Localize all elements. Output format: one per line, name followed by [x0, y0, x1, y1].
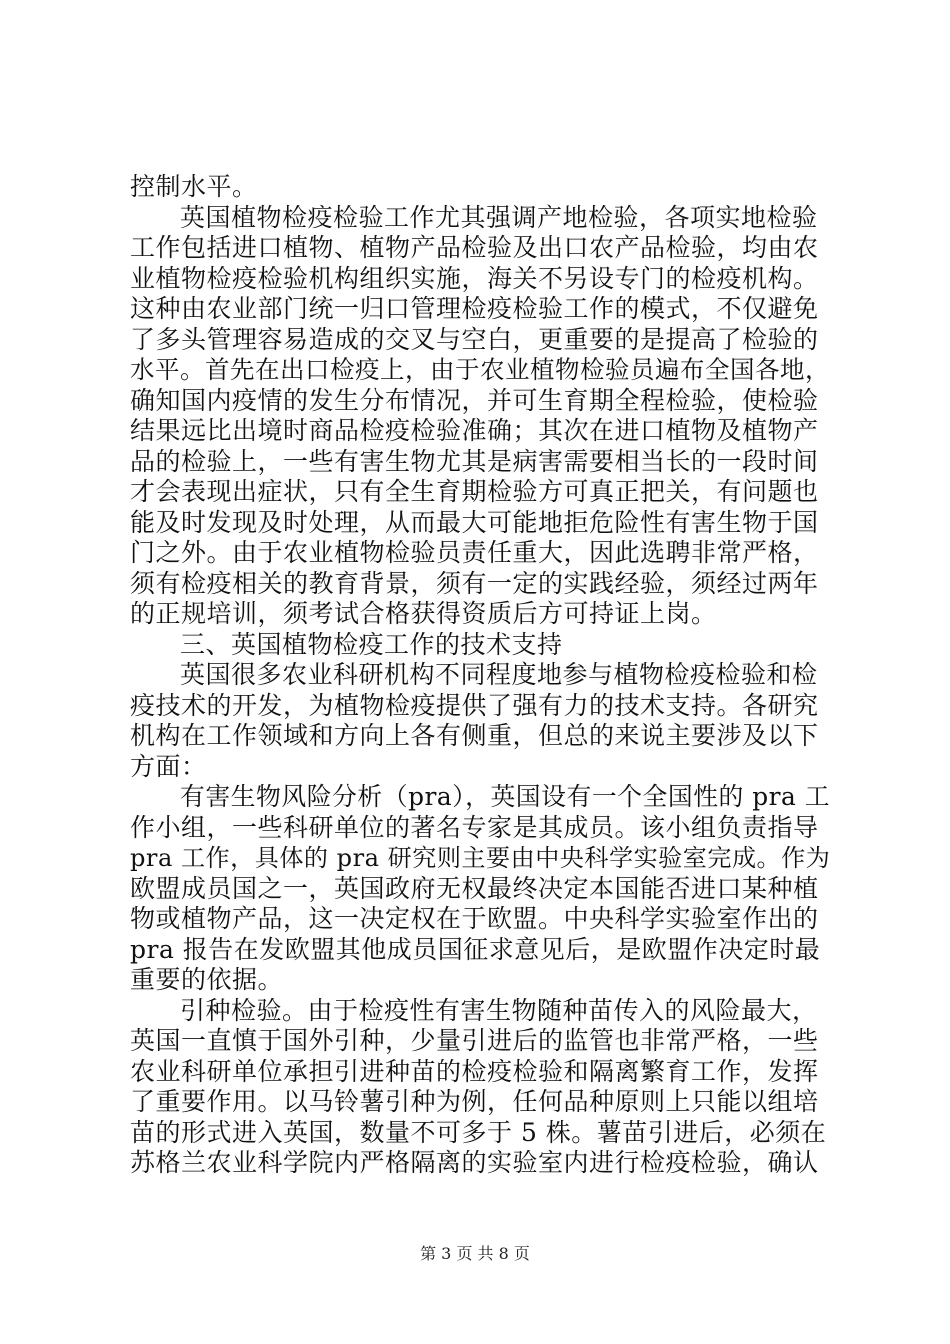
text-line: 农业科研单位承担引进种苗的检疫检验和隔离繁育工作，发挥 — [130, 1056, 819, 1086]
text-line: 苏格兰农业科学院内严格隔离的实验室内进行检疫检验，确认 — [130, 1148, 819, 1177]
text-line: 了多头管理容易造成的交叉与空白，更重要的是提高了检验的 — [130, 324, 819, 354]
text-line: 业植物检疫检验机构组织实施，海关不另设专门的检疫机构。 — [130, 263, 819, 293]
text-line: 确知国内疫情的发生分布情况，并可生育期全程检验，使检验 — [130, 385, 819, 415]
text-line: 引种检验。由于检疫性有害生物随种苗传入的风险最大， — [180, 995, 818, 1025]
text-line: 的正规培训，须考试合格获得资质后方可持证上岗。 — [130, 599, 717, 628]
text-line: 物或植物产品，这一决定权在于欧盟。中央科学实验室作出的 — [130, 904, 819, 933]
text-line: 工作包括进口植物、植物产品检验及出口农产品检验，均由农 — [130, 233, 819, 262]
text-line: 机构在工作领域和方向上各有侧重，但总的来说主要涉及以下 — [130, 721, 819, 750]
text-line: 作小组，一些科研单位的著名专家是其成员。该小组负责指导 — [130, 812, 819, 842]
text-line: 苗的形式进入英国，数量不可多于 5 株。薯苗引进后，必须在 — [130, 1117, 827, 1147]
text-line: 有害生物风险分析（pra），英国设有一个全国性的 pra 工 — [180, 782, 831, 811]
page-footer: 第 3 页 共 8 页 — [420, 1244, 530, 1263]
text-line: 英国一直慎于国外引种，少量引进后的监管也非常严格，一些 — [130, 1026, 819, 1055]
text-line: 了重要作用。以马铃薯引种为例，任何品种原则上只能以组培 — [130, 1087, 819, 1116]
text-line: 英国很多农业科研机构不同程度地参与植物检疫检验和检 — [180, 660, 818, 689]
text-line: 门之外。由于农业植物检验员责任重大，因此选聘非常严格， — [130, 538, 819, 567]
text-line: 须有检疫相关的教育背景，须有一定的实践经验，须经过两年 — [130, 568, 819, 598]
text-line: 品的检验上，一些有害生物尤其是病害需要相当长的一段时间 — [130, 446, 819, 476]
text-line: 欧盟成员国之一，英国政府无权最终决定本国能否进口某种植 — [130, 873, 819, 903]
text-line: pra 工作，具体的 pra 研究则主要由中央科学实验室完成。作为 — [130, 844, 831, 872]
text-line: 三、英国植物检疫工作的技术支持 — [180, 629, 563, 659]
text-line: 结果远比出境时商品检疫检验准确；其次在进口植物及植物产 — [130, 416, 819, 445]
text-line: 水平。首先在出口检疫上，由于农业植物检验员遍布全国各地， — [130, 355, 830, 384]
text-line: 才会表现出症状，只有全生育期检验方可真正把关，有问题也 — [130, 477, 819, 506]
text-line: 方面： — [130, 751, 207, 781]
text-line: 英国植物检疫检验工作尤其强调产地检验，各项实地检验 — [180, 202, 818, 232]
text-line: pra 报告在发欧盟其他成员国征求意见后，是欧盟作决定时最 — [130, 934, 821, 964]
text-line: 这种由农业部门统一归口管理检疫检验工作的模式，不仅避免 — [130, 294, 819, 323]
text-line: 控制水平。 — [130, 172, 258, 201]
body-text — [130, 172, 830, 1179]
text-line: 能及时发现及时处理，从而最大可能地拒危险性有害生物于国 — [130, 507, 819, 537]
text-line: 重要的依据。 — [130, 965, 284, 994]
text-line: 疫技术的开发，为植物检疫提供了强有力的技术支持。各研究 — [130, 690, 819, 720]
